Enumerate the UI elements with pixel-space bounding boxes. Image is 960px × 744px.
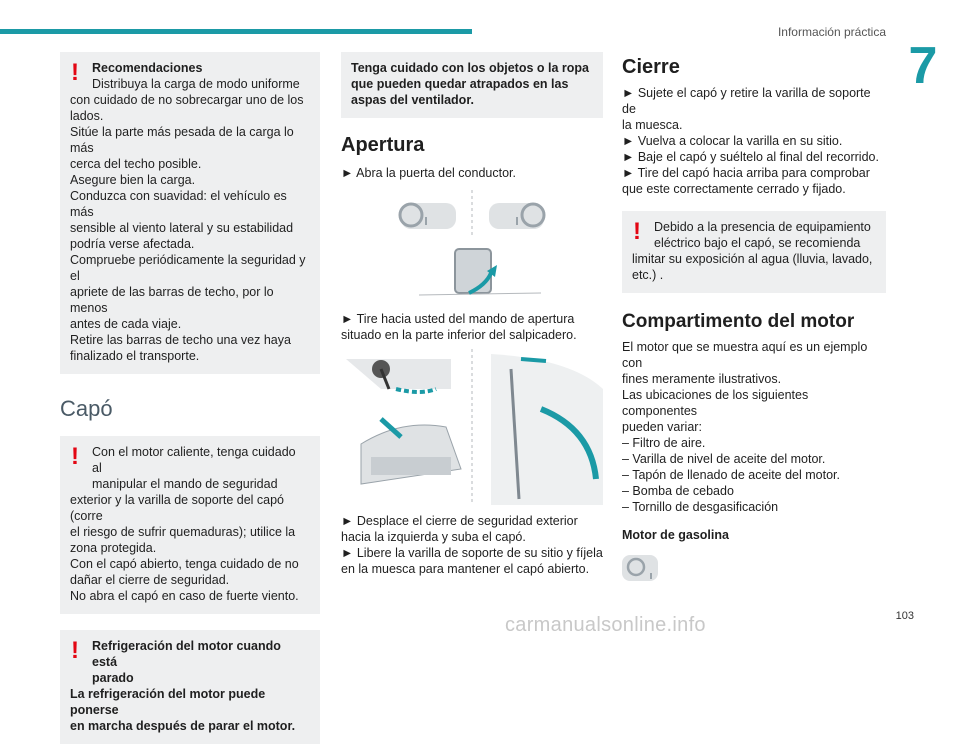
fan-line: que pueden quedar atrapados en las	[351, 77, 569, 91]
steering-wheel-icon	[489, 203, 544, 229]
motor-line: pueden variar:	[622, 420, 702, 434]
rec-line: con cuidado de no sobrecargar uno de los	[70, 93, 304, 107]
header-title: Información práctica	[777, 25, 886, 39]
cierre-line: ► Vuelva a colocar la varilla en su sitio.	[622, 134, 843, 148]
cierre-title: Cierre	[622, 56, 680, 78]
capo-line: exterior y la varilla de soporte del capó (corre	[70, 493, 285, 523]
right-column	[622, 52, 886, 585]
rec-line: finalizado el transporte.	[70, 349, 200, 363]
electric-line: limitar su exposición al agua (lluvia, lavado,	[632, 252, 873, 266]
motor-line: – Tornillo de desgasificación	[622, 500, 779, 514]
hood-release-icon	[419, 249, 541, 295]
motor-line: fines meramente ilustrativos.	[622, 372, 782, 386]
rec-line: apriete de las barras de techo, por lo menos	[70, 285, 274, 315]
cierre-line: ► Sujete el capó y retire la varilla de soporte de	[622, 86, 871, 116]
apertura-title: Apertura	[341, 134, 425, 156]
steering-wheel-icon	[622, 555, 662, 585]
capo-title: Capó	[60, 396, 113, 421]
apertura-step-3a: ► Desplace el cierre de seguridad exterior	[341, 514, 578, 528]
cierre-line: ► Tire del capó hacia arriba para comprobar	[622, 166, 870, 180]
rec-line: Compruebe periódicamente la seguridad y el	[70, 253, 306, 283]
cierre-line: la muesca.	[622, 118, 683, 132]
rec-line: antes de cada viaje.	[70, 317, 182, 331]
exclamation-icon: !	[71, 637, 79, 664]
fan-line: aspas del ventilador.	[351, 93, 474, 107]
rec-line: lados.	[70, 109, 104, 123]
hood-opening-illustration	[341, 349, 603, 505]
watermark: carmanualsonline.info	[505, 614, 706, 636]
capo-line: el riesgo de sufrir quemaduras); utilice la	[70, 525, 296, 539]
electric-warning-box	[622, 211, 886, 293]
rec-line: Distribuya la carga de modo uniforme	[92, 77, 300, 91]
apertura-step-1: ► Abra la puerta del conductor.	[341, 166, 516, 180]
motor-line: – Varilla de nivel de aceite del motor.	[622, 452, 826, 466]
recommendations-box	[60, 52, 320, 374]
exclamation-icon: !	[71, 59, 79, 86]
cooling-warning-box	[60, 630, 320, 744]
capo-warning-box	[60, 436, 320, 614]
electric-line: etc.) .	[632, 268, 664, 282]
steering-wheel-icon	[400, 203, 456, 229]
apertura-step-3d: en la muesca para mantener el capó abierto.	[341, 562, 590, 576]
electric-line: Debido a la presencia de equipamiento	[654, 220, 871, 234]
cierre-line: ► Baje el capó y suéltelo al final del recorrido.	[622, 150, 879, 164]
rec-line: sensible al viento lateral y su estabilidad	[70, 221, 294, 235]
motor-text	[622, 339, 886, 515]
capo-line: dañar el cierre de seguridad.	[70, 573, 230, 587]
door-steering-illustration	[341, 185, 603, 303]
header-accent-bar	[0, 29, 472, 34]
gasolina-subheading: Motor de gasolina	[622, 528, 729, 542]
motor-line: – Bomba de cebado	[622, 484, 734, 498]
apertura-step-3c: ► Libere la varilla de soporte de su sitio y fíjela	[341, 546, 603, 560]
capo-line: Con el capó abierto, tenga cuidado de no	[70, 557, 299, 571]
fan-warning-box	[341, 52, 603, 118]
exclamation-icon: !	[71, 443, 79, 470]
capo-line: No abra el capó en caso de fuerte viento.	[70, 589, 299, 603]
cierre-steps	[622, 85, 886, 197]
page-number: 103	[895, 610, 914, 622]
capo-line: zona protegida.	[70, 541, 157, 555]
left-column	[60, 52, 320, 744]
apertura-step-3b: hacia la izquierda y suba el capó.	[341, 530, 526, 544]
apertura-step-2b: situado en la parte inferior del salpicadero.	[341, 328, 577, 342]
electric-line: eléctrico bajo el capó, se recomienda	[654, 236, 861, 250]
rec-line: podría verse afectada.	[70, 237, 195, 251]
motor-title: Compartimento del motor	[622, 311, 855, 332]
cooling-line: en marcha después de parar el motor.	[70, 719, 296, 733]
motor-line: El motor que se muestra aquí es un ejemplo con	[622, 340, 868, 370]
rec-line: Asegure bien la carga.	[70, 173, 196, 187]
rec-line: Conduzca con suavidad: el vehículo es más	[70, 189, 287, 219]
capo-line: manipular el mando de seguridad	[92, 477, 278, 491]
apertura-step-2a: ► Tire hacia usted del mando de apertura	[341, 312, 575, 326]
middle-column	[341, 52, 603, 577]
exclamation-icon: !	[633, 218, 641, 245]
fan-line: Tenga cuidado con los objetos o la ropa	[351, 61, 589, 75]
cooling-line: La refrigeración del motor puede ponerse	[70, 687, 266, 717]
capo-line: Con el motor caliente, tenga cuidado al	[92, 445, 296, 475]
rec-line: Retire las barras de techo una vez haya	[70, 333, 291, 347]
cierre-line: que este correctamente cerrado y fijado.	[622, 182, 846, 196]
chapter-number: 7	[908, 37, 938, 95]
cooling-line: Refrigeración del motor cuando está	[92, 639, 281, 669]
rec-line: Sitúe la parte más pesada de la carga lo más	[70, 125, 294, 155]
rec-title: Recomendaciones	[92, 61, 203, 75]
motor-line: – Tapón de llenado de aceite del motor.	[622, 468, 840, 482]
rec-line: cerca del techo posible.	[70, 157, 202, 171]
cooling-line: parado	[92, 671, 134, 685]
motor-line: – Filtro de aire.	[622, 436, 706, 450]
motor-line: Las ubicaciones de los siguientes componentes	[622, 388, 809, 418]
